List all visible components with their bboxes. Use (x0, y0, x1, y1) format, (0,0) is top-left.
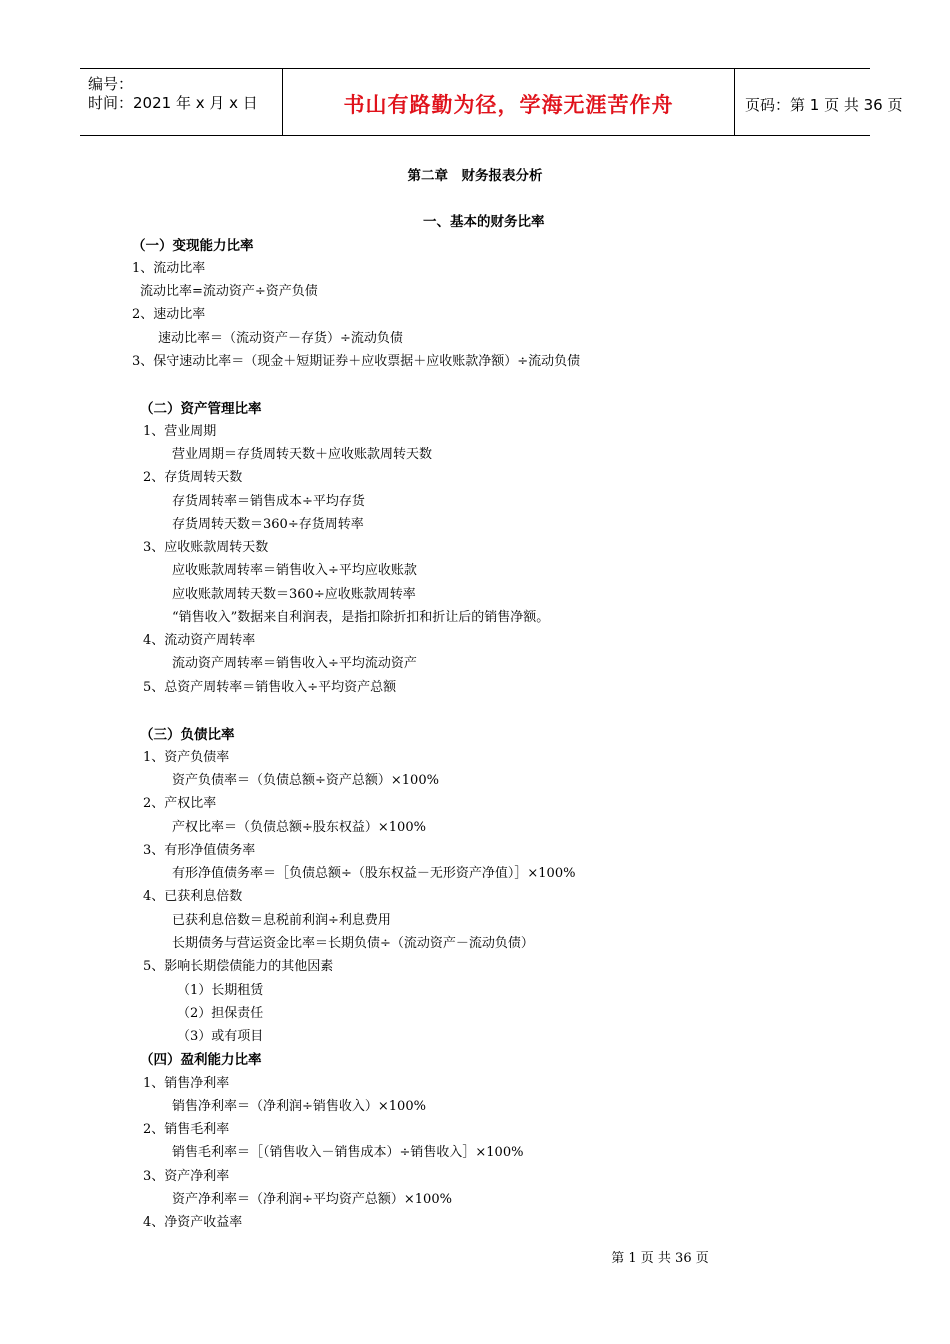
item-heading: 1、流动比率 (132, 261, 206, 276)
item-heading: 3、应收账款周转天数 (143, 540, 269, 555)
item-heading: 2、产权比率 (143, 796, 217, 811)
formula-line: 已获利息倍数＝息税前利润÷利息费用 (172, 913, 391, 928)
page-header (80, 68, 903, 136)
page-footer: 第 1 页 共 36 页 (611, 1251, 709, 1266)
subsection-heading: （三）负债比率 (140, 727, 235, 743)
subsection-heading: （二）资产管理比率 (140, 401, 262, 417)
item-heading: 1、资产负债率 (143, 750, 230, 765)
chapter-title: 第二章 财务报表分析 (407, 168, 543, 184)
subsection-heading: （一）变现能力比率 (132, 238, 254, 254)
formula-line: 销售净利率＝（净利润÷销售收入）×100% (172, 1099, 426, 1114)
item-heading: 2、速动比率 (132, 307, 206, 322)
item-heading: 5、总资产周转率＝销售收入÷平均资产总额 (143, 680, 397, 695)
formula-line: 资产净利率＝（净利润÷平均资产总额）×100% (172, 1192, 452, 1207)
item-heading: 4、流动资产周转率 (143, 633, 256, 648)
formula-line: 资产负债率＝（负债总额÷资产总额）×100% (172, 773, 439, 788)
header-page-info: 页码：第 1 页 共 36 页 (745, 96, 903, 114)
note-line: “销售收入”数据来自利润表，是指扣除折扣和折让后的销售净额。 (172, 610, 550, 625)
header-motto: 书山有路勤为径，学海无涯苦作舟 (343, 93, 674, 117)
header-left-cell (80, 69, 282, 135)
item-heading: 1、销售净利率 (143, 1076, 230, 1091)
formula-line: 有形净值债务率＝［负债总额÷（股东权益－无形资产净值）］×100% (172, 866, 576, 881)
formula-line: 产权比率＝（负债总额÷股东权益）×100% (172, 820, 426, 835)
sub-item: （2）担保责任 (177, 1006, 264, 1021)
formula-line: 应收账款周转天数＝360÷应收账款周转率 (172, 587, 416, 602)
sub-item: （1）长期租赁 (177, 983, 264, 998)
document-number-label: 编号： (88, 75, 134, 93)
item-heading: 5、影响长期偿债能力的其他因素 (143, 959, 334, 974)
subsection-heading: （四）盈利能力比率 (140, 1052, 262, 1068)
formula-line: 存货周转天数＝360÷存货周转率 (172, 517, 364, 532)
formula-line: 销售毛利率＝［（销售收入－销售成本）÷销售收入］×100% (172, 1145, 524, 1160)
document-time-label: 时间：2021 年 x 月 x 日 (88, 94, 258, 112)
formula-line: 速动比率＝（流动资产－存货）÷流动负债 (158, 331, 403, 346)
item-heading: 3、保守速动比率＝（现金＋短期证券＋应收票据＋应收账款净额）÷流动负债 (132, 354, 581, 369)
sub-item: （3）或有项目 (177, 1029, 264, 1044)
item-heading: 3、资产净利率 (143, 1169, 230, 1184)
header-center-cell (282, 69, 735, 135)
item-heading: 1、营业周期 (143, 424, 217, 439)
item-heading: 4、净资产收益率 (143, 1215, 243, 1230)
header-right-cell (735, 69, 903, 135)
item-heading: 4、已获利息倍数 (143, 889, 243, 904)
formula-line: 应收账款周转率＝销售收入÷平均应收账款 (172, 563, 417, 578)
section-title: 一、基本的财务比率 (423, 214, 545, 230)
formula-line: 存货周转率＝销售成本÷平均存货 (172, 494, 365, 509)
formula-line: 流动比率=流动资产÷资产负债 (140, 284, 318, 299)
formula-line: 营业周期＝存货周转天数＋应收账款周转天数 (172, 447, 433, 462)
item-heading: 2、存货周转天数 (143, 470, 243, 485)
item-heading: 3、有形净值债务率 (143, 843, 256, 858)
formula-line: 流动资产周转率＝销售收入÷平均流动资产 (172, 656, 417, 671)
formula-line: 长期债务与营运资金比率＝长期负债÷（流动资产－流动负债） (172, 936, 534, 951)
item-heading: 2、销售毛利率 (143, 1122, 230, 1137)
